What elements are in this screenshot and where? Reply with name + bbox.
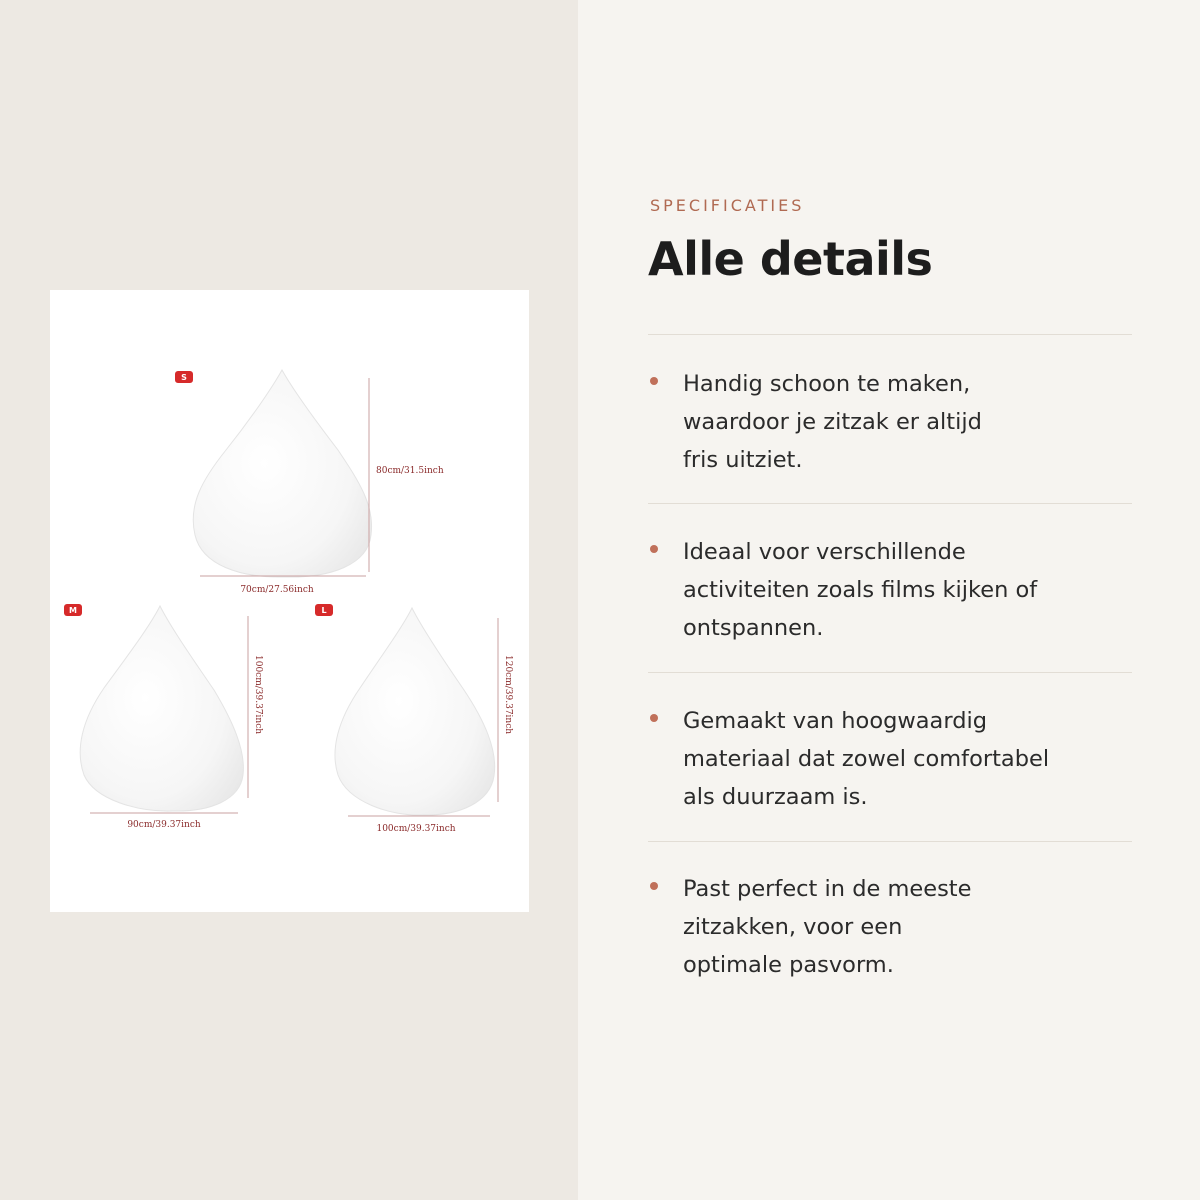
width-label: 90cm/39.37inch <box>127 820 201 830</box>
bean-bag-small <box>175 370 444 595</box>
divider <box>648 334 1132 335</box>
list-item <box>650 365 1130 485</box>
list-item <box>650 870 1130 990</box>
product-image <box>50 290 529 912</box>
feature-text: Handig schoon te maken, waardoor je zitzak er altijd fris uitziet. <box>683 371 982 473</box>
bullet-dot-icon <box>650 714 658 722</box>
divider <box>648 503 1132 504</box>
page-title: Alle details <box>648 232 933 286</box>
bean-bag-shape <box>193 370 371 577</box>
divider <box>648 841 1132 842</box>
bean-bag-shape <box>80 606 243 811</box>
feature-text: Gemaakt van hoogwaardig materiaal dat zowel comfortabel als duurzaam is. <box>683 708 1050 810</box>
width-label: 70cm/27.56inch <box>240 585 314 595</box>
size-badge-label: S <box>181 373 187 382</box>
divider <box>648 672 1132 673</box>
bean-bag-medium <box>64 604 263 830</box>
bullet-dot-icon <box>650 545 658 553</box>
bean-bag-size-chart <box>50 290 529 912</box>
bullet-dot-icon <box>650 377 658 385</box>
bullet-dot-icon <box>650 882 658 890</box>
height-label: 100cm/39.37inch <box>253 655 263 735</box>
feature-text: Past perfect in de meeste zitzakken, voor een optimale pasvorm. <box>683 876 972 978</box>
bean-bag-shape <box>335 608 495 815</box>
bean-bag-large <box>315 604 513 834</box>
width-label: 100cm/39.37inch <box>376 824 456 834</box>
feature-text: Ideaal voor verschillende activiteiten zoals films kijken of ontspannen. <box>683 539 1038 641</box>
height-label: 80cm/31.5inch <box>376 466 444 476</box>
size-badge-label: L <box>321 606 327 615</box>
section-eyebrow: SPECIFICATIES <box>650 196 805 215</box>
size-badge-label: M <box>69 606 77 615</box>
list-item <box>650 702 1130 822</box>
left-panel <box>0 0 578 1200</box>
list-item <box>650 533 1130 653</box>
height-label: 120cm/39.37inch <box>503 655 513 735</box>
